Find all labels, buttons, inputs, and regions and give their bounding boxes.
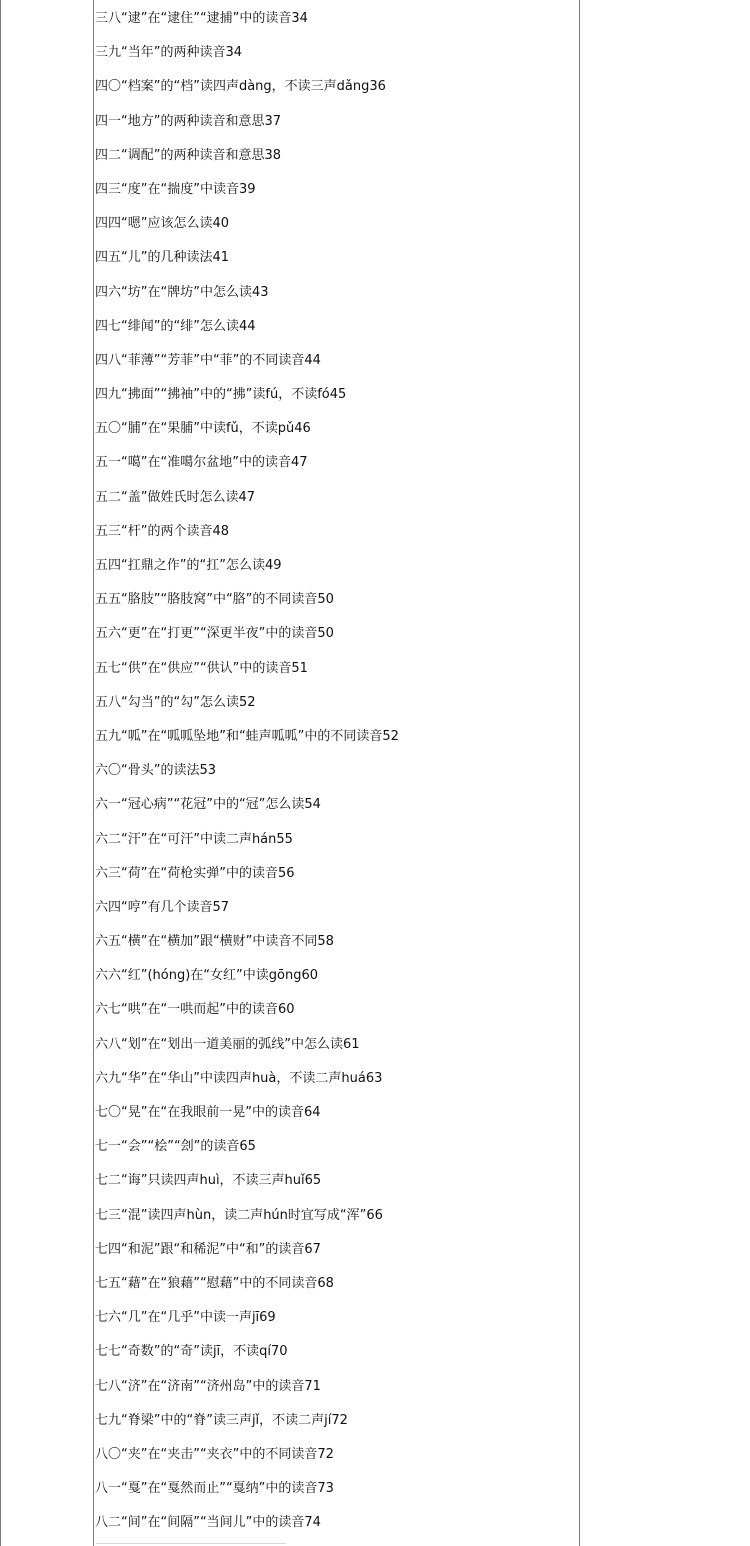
toc-item: 六五“横”在“横加”跟“横财”中读音不同58 — [95, 934, 334, 950]
toc-item: 七七“奇数”的“奇”读jī，不读qí70 — [95, 1344, 288, 1360]
toc-item: 六七“哄”在“一哄而起”中的读音60 — [95, 1002, 295, 1018]
toc-item: 八一“戛”在“戛然而止”“戛纳”中的读音73 — [95, 1481, 334, 1497]
toc-item: 五一“噶”在“准噶尔盆地”中的读音47 — [95, 455, 308, 471]
toc-item: 五二“盖”做姓氏时怎么读47 — [95, 489, 256, 505]
toc-item: 六三“荷”在“荷枪实弹”中的读音56 — [95, 865, 295, 881]
toc-item: 七九“脊梁”中的“脊”读三声jǐ，不读二声jí72 — [95, 1412, 348, 1428]
toc-item: 五九“呱”在“呱呱坠地”和“蛙声呱呱”中的不同读音52 — [95, 728, 399, 744]
cutoff-line-fragment — [96, 1543, 286, 1544]
toc-item: 四五“儿”的几种读法41 — [95, 250, 230, 266]
toc-item: 七五“藉”在“狼藉”“慰藉”中的不同读音68 — [95, 1275, 334, 1291]
table-of-contents-panel — [93, 0, 580, 1546]
toc-item: 五六“更”在“打更”“深更半夜”中的读音50 — [95, 626, 334, 642]
toc-item: 四七“绯闻”的“绯”怎么读44 — [95, 318, 256, 334]
toc-item: 五八“勾当”的“勾”怎么读52 — [95, 694, 256, 710]
toc-item: 六八“划”在“划出一道美丽的弧线”中怎么读61 — [95, 1036, 360, 1052]
toc-item: 六九“华”在“华山”中读四声huà，不读二声huá63 — [95, 1070, 383, 1086]
toc-item: 三八“逮”在“逮住”“逮捕”中的读音34 — [95, 11, 308, 26]
toc-item: 四〇“档案”的“档”读四声dàng，不读三声dǎng36 — [95, 79, 386, 95]
toc-item: 六一“冠心病”“花冠”中的“冠”怎么读54 — [95, 797, 321, 813]
toc-item: 四三“度”在“揣度”中读音39 — [95, 181, 256, 197]
toc-item: 四六“坊”在“牌坊”中怎么读43 — [95, 284, 269, 300]
toc-item: 五五“胳肢”“胳肢窝”中“胳”的不同读音50 — [95, 592, 334, 608]
toc-item: 七〇“晃”在“在我眼前一晃”中的读音64 — [95, 1105, 321, 1120]
toc-item: 四二“调配”的两种读音和意思38 — [95, 147, 282, 163]
toc-item: 四一“地方”的两种读音和意思37 — [95, 113, 282, 129]
toc-item: 六四“哼”有几个读音57 — [95, 899, 230, 915]
toc-item: 七三“混”读四声hùn，读二声hún时宜写成“浑”66 — [95, 1207, 383, 1223]
toc-item: 六二“汗”在“可汗”中读二声hán55 — [95, 831, 293, 847]
toc-item: 三九“当年”的两种读音34 — [95, 45, 243, 61]
toc-item: 五七“供”在“供应”“供认”中的读音51 — [95, 660, 308, 676]
toc-item: 七八“济”在“济南”“济州岛”中的读音71 — [95, 1378, 321, 1394]
toc-item: 四四“嗯”应该怎么读40 — [95, 216, 230, 232]
page-left-border — [0, 0, 1, 1546]
toc-item: 五〇“脯”在“果脯”中读fǔ，不读pǔ46 — [95, 421, 311, 437]
toc-item: 六六“红”(hóng)在“女红”中读gōng60 — [95, 968, 319, 984]
toc-item: 八二“间”在“间隔”“当间儿”中的读音74 — [95, 1515, 321, 1531]
toc-item: 五四“扛鼎之作”的“扛”怎么读49 — [95, 558, 282, 573]
toc-item: 七一“会”“桧”“刽”的读音65 — [95, 1139, 256, 1155]
toc-item: 七二“诲”只读四声huì，不读三声huǐ65 — [95, 1173, 322, 1189]
toc-item: 五三“杆”的两个读音48 — [95, 523, 230, 539]
toc-item: 七四“和泥”跟“和稀泥”中“和”的读音67 — [95, 1241, 321, 1257]
toc-item: 七六“几”在“几乎”中读一声jī69 — [95, 1310, 276, 1326]
toc-item: 八〇“夹”在“夹击”“夹衣”中的不同读音72 — [95, 1446, 334, 1462]
toc-item: 四八“菲薄”“芳菲”中“菲”的不同读音44 — [95, 352, 321, 368]
toc-list — [95, 7, 575, 1545]
cutoff-next-line — [96, 1537, 316, 1546]
toc-item: 六〇“骨头”的读法53 — [95, 763, 217, 779]
toc-item: 四九“拂面”“拂袖”中的“拂”读fú，不读fó45 — [95, 387, 347, 403]
